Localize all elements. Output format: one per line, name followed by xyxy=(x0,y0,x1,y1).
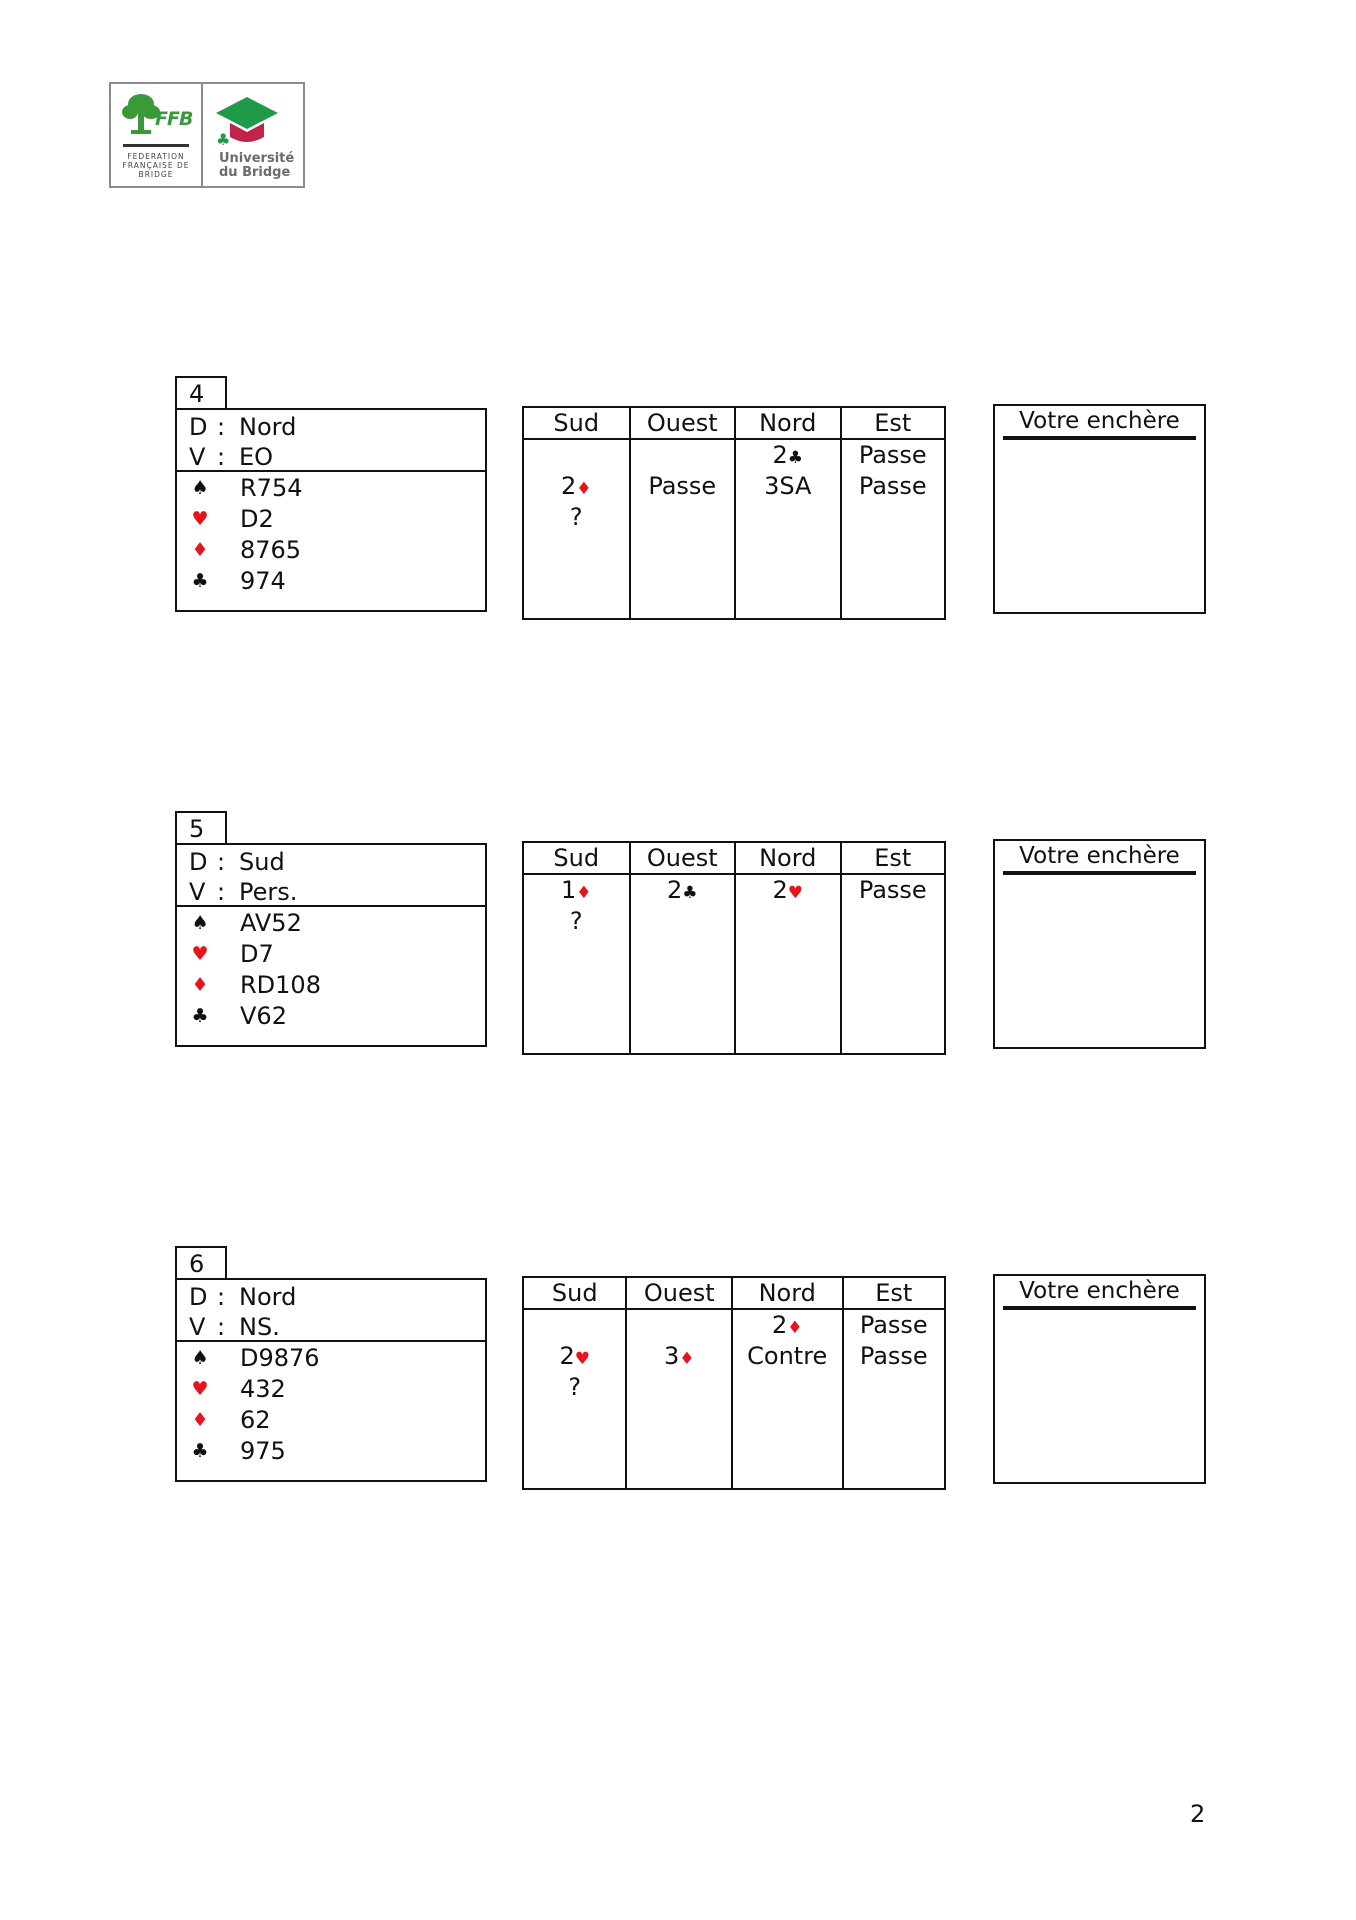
spades-cards: AV52 xyxy=(240,909,302,937)
bid xyxy=(524,440,629,471)
club-icon: ♣ xyxy=(191,570,209,592)
hearts-row xyxy=(177,939,485,970)
ffb-wordmark: FFB xyxy=(155,108,193,130)
hearts-cards: D2 xyxy=(240,505,274,533)
diamonds-row xyxy=(177,535,485,566)
logo xyxy=(109,82,305,188)
diamonds-cards: RD108 xyxy=(240,971,321,999)
spade-icon: ♠ xyxy=(191,1347,209,1369)
page-number: 2 xyxy=(1190,1800,1206,1828)
vulnerability-line: V : EO xyxy=(189,443,274,471)
dealer-value: Nord xyxy=(239,1283,297,1311)
bid: 1♦ xyxy=(560,876,592,904)
header-nord: Nord xyxy=(735,842,841,874)
bids-est xyxy=(841,439,946,619)
bid: 2♣ xyxy=(772,441,804,469)
spades-cards: D9876 xyxy=(240,1344,320,1372)
diamonds-row xyxy=(177,970,485,1001)
bids-ouest xyxy=(626,1309,732,1489)
bid: 2♣ xyxy=(666,876,698,904)
vulnerability-value: Pers. xyxy=(239,878,298,906)
header-est: Est xyxy=(843,1277,946,1309)
bids-est xyxy=(843,1309,946,1489)
universite-logo xyxy=(203,84,303,186)
universite-wordmark xyxy=(219,152,294,180)
club-icon: ♣ xyxy=(787,448,804,468)
ffb-logo xyxy=(111,84,203,186)
clubs-cards: 974 xyxy=(240,567,286,595)
bid: Passe xyxy=(858,441,927,469)
header-ouest: Ouest xyxy=(630,407,736,439)
logo-rule xyxy=(123,144,189,147)
diamonds-row xyxy=(177,1405,485,1436)
clubs-row xyxy=(177,1001,485,1032)
heart-icon: ♥ xyxy=(787,883,804,903)
hearts-cards: D7 xyxy=(240,940,274,968)
answer-box[interactable] xyxy=(993,1274,1206,1484)
dealer-line: D : Sud xyxy=(189,848,285,876)
bid: 2♦ xyxy=(771,1311,803,1339)
bids-est xyxy=(841,874,946,1054)
diamond-icon: ♦ xyxy=(191,974,209,996)
universite-line-2: du Bridge xyxy=(219,165,291,180)
hand-box xyxy=(175,1278,487,1482)
bids-nord xyxy=(735,874,841,1054)
header-sud: Sud xyxy=(523,407,630,439)
bid xyxy=(524,1310,625,1341)
header-ouest: Ouest xyxy=(626,1277,732,1309)
bid: ? xyxy=(569,907,583,935)
vulnerability-value: NS. xyxy=(239,1313,280,1341)
universite-line-1: Université xyxy=(219,151,295,166)
auction-table xyxy=(522,406,946,620)
heart-icon: ♥ xyxy=(191,508,209,530)
clubs-row xyxy=(177,566,485,597)
dealer-line: D : Nord xyxy=(189,413,297,441)
bids-nord xyxy=(735,439,841,619)
bid: Passe xyxy=(859,1311,928,1339)
heart-icon: ♥ xyxy=(191,1378,209,1400)
diamonds-cards: 62 xyxy=(240,1406,271,1434)
deal-number: 5 xyxy=(175,811,227,843)
bid: 2♦ xyxy=(560,472,592,500)
bid: Contre xyxy=(747,1342,828,1370)
header-nord: Nord xyxy=(732,1277,843,1309)
spade-icon: ♠ xyxy=(191,477,209,499)
header-est: Est xyxy=(841,407,946,439)
clubs-row xyxy=(177,1436,485,1467)
bids-sud xyxy=(523,439,630,619)
answer-box[interactable] xyxy=(993,839,1206,1049)
diamond-icon: ♦ xyxy=(191,1409,209,1431)
spades-row xyxy=(177,908,485,939)
header-sud: Sud xyxy=(523,1277,626,1309)
club-icon: ♣ xyxy=(191,1440,209,1462)
vulnerability-line: V : Pers. xyxy=(189,878,298,906)
bid: 3♦ xyxy=(663,1342,695,1370)
bids-nord xyxy=(732,1309,843,1489)
diamond-icon: ♦ xyxy=(679,1349,695,1369)
diamonds-cards: 8765 xyxy=(240,536,302,564)
bid: 2♥ xyxy=(772,876,804,904)
hearts-row xyxy=(177,1374,485,1405)
deal-number: 6 xyxy=(175,1246,227,1278)
bid: Passe xyxy=(858,876,927,904)
heart-icon: ♥ xyxy=(574,1349,590,1369)
header-nord: Nord xyxy=(735,407,841,439)
diamond-icon: ♦ xyxy=(191,539,209,561)
spades-row xyxy=(177,473,485,504)
graduation-cap-icon xyxy=(212,95,282,151)
hearts-cards: 432 xyxy=(240,1375,286,1403)
answer-title: Votre enchère xyxy=(1003,841,1196,875)
hand-box xyxy=(175,408,487,612)
diamond-icon: ♦ xyxy=(576,479,592,499)
clubs-cards: 975 xyxy=(240,1437,286,1465)
diamond-icon: ♦ xyxy=(787,1318,803,1338)
dealer-value: Sud xyxy=(239,848,285,876)
bid xyxy=(627,1310,731,1341)
spades-cards: R754 xyxy=(240,474,303,502)
bid: Passe xyxy=(648,472,717,500)
bid: ? xyxy=(569,503,583,531)
spades-row xyxy=(177,1343,485,1374)
bid: 2♥ xyxy=(559,1342,590,1370)
header-est: Est xyxy=(841,842,946,874)
club-icon: ♣ xyxy=(682,883,698,903)
hearts-row xyxy=(177,504,485,535)
bids-ouest xyxy=(630,874,736,1054)
bids-sud xyxy=(523,1309,626,1489)
auction-table xyxy=(522,841,946,1055)
bid: Passe xyxy=(858,472,927,500)
spade-icon: ♠ xyxy=(191,912,209,934)
ffb-subtitle: FEDERATION FRANÇAISE DE BRIDGE xyxy=(122,152,190,179)
hand-box xyxy=(175,843,487,1047)
dealer-value: Nord xyxy=(239,413,297,441)
svg-text:♣: ♣ xyxy=(216,130,231,149)
bid: Passe xyxy=(859,1342,928,1370)
header-ouest: Ouest xyxy=(630,842,736,874)
bids-ouest xyxy=(630,439,736,619)
header-sud: Sud xyxy=(523,842,630,874)
diamond-icon: ♦ xyxy=(576,883,592,903)
bid: ? xyxy=(568,1373,582,1401)
vulnerability-value: EO xyxy=(239,443,274,471)
vulnerability-line: V : NS. xyxy=(189,1313,280,1341)
clubs-cards: V62 xyxy=(240,1002,287,1030)
deal-number: 4 xyxy=(175,376,227,408)
bid: 3SA xyxy=(764,472,812,500)
bid xyxy=(631,440,735,471)
answer-title: Votre enchère xyxy=(1003,1276,1196,1310)
answer-box[interactable] xyxy=(993,404,1206,614)
auction-table xyxy=(522,1276,946,1490)
answer-title: Votre enchère xyxy=(1003,406,1196,440)
heart-icon: ♥ xyxy=(191,943,209,965)
bids-sud xyxy=(523,874,630,1054)
dealer-line: D : Nord xyxy=(189,1283,297,1311)
club-icon: ♣ xyxy=(191,1005,209,1027)
